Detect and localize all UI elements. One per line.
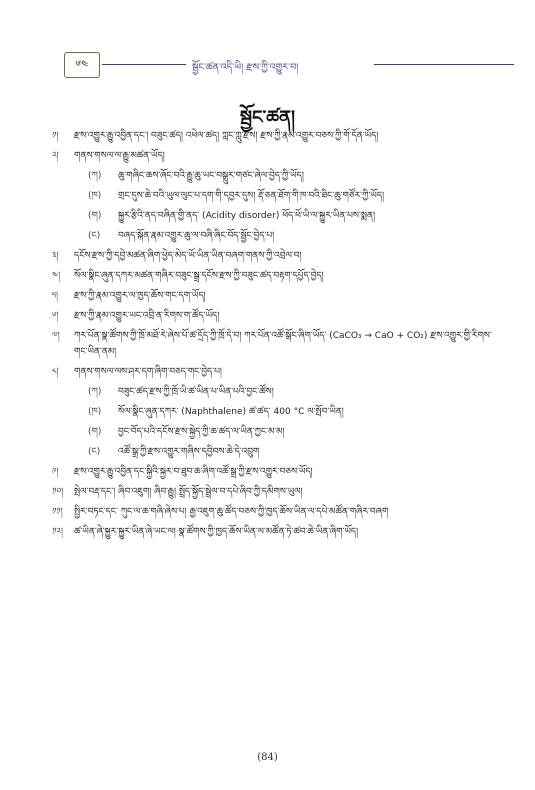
question-number: ༨། bbox=[52, 367, 59, 377]
question-item bbox=[52, 308, 492, 324]
header-rule-left bbox=[102, 64, 186, 65]
question-number: ༦། bbox=[52, 311, 59, 321]
question-text: ཀར་པོན་སྣ་ཚོགས་ཀྱི་ཁྲོ་མཐོ་རེ་ཞེས་པོ་ཚ་དྲོད་ཀྱི་ཁྲོ་དེ་བ། ཀར་པོན་འཚོ་སྒོང་ཞིག་ཡོད་ (CaCO₃ → CaO + CO₂) རྫས་འགྱུར་གྱི་རིགས་གང་ཡིན་ནམ། bbox=[74, 331, 492, 357]
header-rule-right bbox=[374, 64, 514, 65]
question-item bbox=[52, 148, 492, 164]
question-text: སྤྱིར་བཏང་དང་ ཀུང་ལ་ཆ་གཞི་ཞེས་པ། རྒྱ་འཇུག་ཆུ་ཚོད་བཅས་ཀྱི་ཁྱད་ཆོས་ཡིན་ལ་དཔེ་མཚོན་གཞིར་བཞག bbox=[74, 507, 389, 517]
sub-question-number: (ཁ) bbox=[88, 407, 102, 417]
sub-question-number: (ཀ) bbox=[88, 171, 102, 181]
header-title: སྦྱོང་ཚན་འདི་ཡི། རྫས་ཀྱི་འགྱུར་བ། bbox=[192, 62, 299, 73]
question-text: རྫས་འགྱུར་རྒྱུ་འབྱིན་དང་སྐྱིའི་སྐྱར་བ་ཐུབ་ཆ་ཞིག་འཚོ་སྒྲ་ཀྱི་རྫས་འགྱུར་བཅས་ཡོད། bbox=[74, 467, 313, 477]
sub-question-text: སྐྱུར་རྩིའི་ནད་བཞིན་གྱི་ནད་ (Acidity disorder) ཕོད་ཕོ་ཡི་ལ་སྐྱུར་ཡིན་པས་སྨན། bbox=[118, 211, 375, 221]
page-footer: (84) bbox=[257, 752, 278, 763]
running-header bbox=[64, 52, 484, 72]
question-item bbox=[52, 248, 492, 264]
sub-question-text: བཞད་སྐོན་རྣམ་འགྱུར་ཆུ་ལ་བཞི་ཞིང་བོད་སྦྱོང་བྱེད་པ། bbox=[118, 231, 275, 241]
question-text: དངོས་རྫས་ཀྱི་དབྱེ་མཚན་ཞིག་ཕྱེད་མེད་ཡོ་ཡིན་ཡིན་བཞག་གནས་ཀྱི་འབྲེལ་བ། bbox=[74, 251, 302, 261]
question-text: ཚ་ཡིན་ཞེ་སྐྱུར་སྐྱུར་ཡིན་ཞེ་ཡང་ལ། སྣ་ཚོགས་ཀྱི་ཁྱད་ཆོས་ཡིན་ལ་མཚོན་ཏེ་ཚབ་ཆེ་ཡིན་ཞིག་ཡོད། bbox=[74, 527, 359, 537]
question-item bbox=[52, 268, 492, 284]
question-text: གནས་གསལ་ལ་རྒྱུ་མཚན་ཡོད། bbox=[74, 151, 165, 161]
sub-question-text: བཟུང་ཚད་རྫས་ཀྱི་ཁྲོ་ཡི་ཚ་ཡིན་པ་ཡིན་པའི་བྱང་ཚོས། bbox=[118, 387, 274, 397]
question-item bbox=[52, 464, 492, 480]
question-number: ༩། bbox=[52, 467, 59, 477]
question-number: ༣། bbox=[52, 251, 59, 261]
question-number: ༡། bbox=[52, 131, 59, 141]
sub-question-number: (ག) bbox=[88, 427, 102, 437]
sub-question-item bbox=[52, 168, 492, 184]
sub-question-text: འཚོ་སྒྲ་ཀྱི་རྫས་འགྱུར་གཞིས་དབྱིབས་ཆེ་དེ་འབྲུག bbox=[118, 447, 260, 457]
question-item bbox=[52, 504, 492, 520]
page-number-box: ༦༤ bbox=[64, 52, 100, 78]
question-number: ༡༢། bbox=[52, 527, 64, 537]
sub-question-number: (ང) bbox=[88, 231, 101, 241]
question-item bbox=[52, 288, 492, 304]
sub-question-item bbox=[52, 188, 492, 204]
sub-question-item bbox=[52, 444, 492, 460]
sub-question-text: ཆུ་གཞིང་ཆས་ཞོང་བའི་རྒྱུ་ཆུ་ཡང་བསྒྲུར་གཙང་ཞེལ་བྱེད་ཀྱི་ཡོད། bbox=[118, 171, 304, 181]
sub-question-item bbox=[52, 228, 492, 244]
question-number: ༡༡། bbox=[52, 507, 63, 517]
question-number: ༢། bbox=[52, 151, 59, 161]
question-item bbox=[52, 484, 492, 500]
question-text: སྤེལ་བརྡ་དང་། ཞིབ་འཇུག། ཞིབ་རྒྱུ། སྤྲོད་སྐྱོད་སྦྲེལ་བ་དཔེ་ཞིབ་ཀྱི་དམིགས་ཡུལ། bbox=[74, 487, 303, 497]
sub-question-text: སོལ་སྣིང་ཞུན་དཀར་ (Naphthalene) ཚ་ཚད་ 400 °C ལ་སྤོབ་ཡིན། bbox=[118, 407, 344, 417]
sub-question-number: (ང) bbox=[88, 447, 101, 457]
sub-question-item bbox=[52, 404, 492, 420]
question-item bbox=[52, 524, 492, 540]
question-text: རྫས་ཀྱི་རྣམ་འགྱུར་ཡང་འབྲི་ན་རིགས་ག་ཚོད་ཡོད། bbox=[74, 311, 220, 321]
sub-question-item bbox=[52, 384, 492, 400]
question-text: རྫས་འགྱུར་རྒྱུ་འབྱིན་དང་། བཟུང་ཚད། འཕེལ་ཚད། ཀླང་ཀླུ་རྫས། རྫས་ཀྱི་རྣམ་འགྱུར་བཅས་ཀྱི་གོ་དོན་ཡོད། bbox=[74, 131, 379, 141]
sub-question-number: (ཀ) bbox=[88, 387, 102, 397]
question-text: རྫས་ཀྱི་རྣམ་འགྱུར་ལ་ཁྱད་ཆོས་གང་དག་ཡོད། bbox=[74, 291, 206, 301]
question-text: གནས་གསལ་ལས་ཤར་དག་ཞིག་བཅད་གང་བྱེད་པ། bbox=[74, 367, 222, 377]
sub-question-number: (ག) bbox=[88, 211, 102, 221]
question-item bbox=[52, 328, 492, 360]
question-number: ༧། bbox=[52, 331, 60, 341]
question-list bbox=[52, 128, 492, 544]
sub-question-item bbox=[52, 424, 492, 440]
sub-question-number: (ཁ) bbox=[88, 191, 102, 201]
sub-question-text: གྲང་དུས་ཆེ་བའི་ཡུལ་ལུང་པ་དག་གི་དབྱར་དུས། རྡོ་ཅན་ཐོག་གི་ཁ་བའི་ཐིང་ཆུ་གཙོར་ཀྱི་ཡོད། bbox=[118, 191, 385, 201]
question-number: ༡༠། bbox=[52, 487, 64, 497]
question-number: ༥། bbox=[52, 291, 59, 301]
question-item bbox=[52, 364, 492, 380]
question-text: སོལ་སྣིང་ཞུན་དཀར་མཚན་གཞིར་བཟུང་སྒྲ་དངོས་རྫས་ཀྱི་བཟུང་ཚད་བརྟག་དཔྱོད་བྱེད། bbox=[74, 271, 324, 281]
question-item bbox=[52, 128, 492, 144]
question-number: ༤། bbox=[52, 271, 61, 281]
sub-question-text: བྱང་བོད་པའི་དངོས་རྫས་སྐྱེད་ཀྱི་ཆ་ཚད་ལ་ཡིན་ཀྱང་མ་མ། bbox=[118, 427, 285, 437]
sub-question-item bbox=[52, 208, 492, 224]
chapter-title: སྦྱོང་ཚན། bbox=[239, 107, 296, 128]
